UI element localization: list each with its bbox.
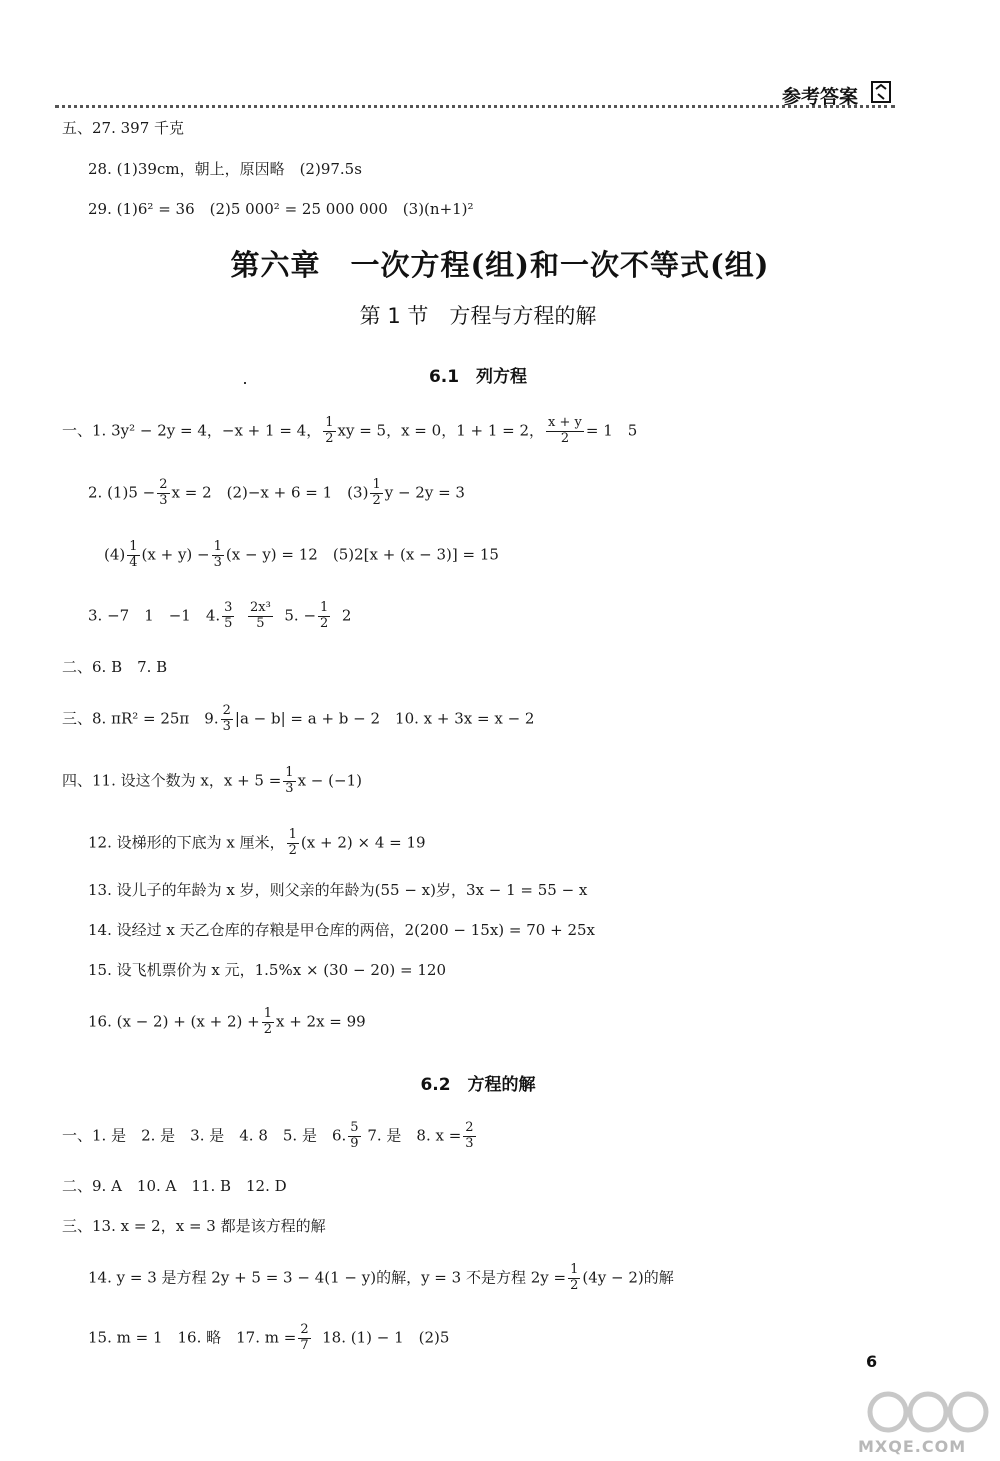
fraction-one-half: $\frac{1}{2}$ (570, 1262, 579, 1293)
fraction-two-thirds: $\frac{2}{3}$ (465, 1120, 474, 1151)
q9-q10-text: |a − b| = a + b − 2 10. x + 3x = x − 2 (234, 709, 535, 728)
running-header-title: 参考答案 (782, 86, 859, 108)
answer-6-1-q6-7: 二、6. B 7. B (62, 658, 168, 676)
fraction-three-fifths: $\frac{3}{5}$ (224, 600, 233, 631)
q1-part-a: 一、1. 3y² − 2y = 4，−x + 1 = 4， (62, 421, 322, 440)
q15-q17-text: 15. m = 1 16. 略 17. m = (88, 1328, 297, 1347)
answer-27: 五、27. 397 千克 (62, 119, 185, 137)
answer-29: 29. (1)6² = 36 (2)5 000² = 25 000 000 (3)(n+1)² (88, 200, 474, 218)
q2-part-b: x = 2 (2)−x + 6 = 1 (3) (171, 483, 369, 502)
fraction-one-quarter: $\frac{1}{4}$ (129, 539, 138, 570)
q1-q6-text: 一、1. 是 2. 是 3. 是 4. 8 5. 是 6. (62, 1126, 347, 1145)
answer-6-1-q16 (88, 1007, 366, 1038)
answer-6-2-q13: 三、13. x = 2，x = 3 都是该方程的解 (62, 1217, 326, 1235)
page-number: 6 (866, 1352, 878, 1371)
answer-6-1-q14: 14. 设经过 x 天乙仓库的存粮是甲仓库的两倍，2(200 − 15x) = 70 + 25x (88, 921, 595, 939)
q16-part-b: x + 2x = 99 (275, 1012, 366, 1031)
q16-part-a: 16. (x − 2) + (x + 2) + (88, 1012, 260, 1031)
fraction-two-sevenths: $\frac{2}{7}$ (300, 1322, 309, 1353)
q14-part-b: (4y − 2)的解 (582, 1268, 674, 1287)
q3-q4-text: 3. −7 1 −1 4. (88, 606, 221, 625)
q8-text: 三、8. πR² = 25π 9. (62, 709, 219, 728)
answer-6-1-q12 (88, 828, 426, 859)
section-title: 第 1 节 方程与方程的解 (359, 304, 597, 328)
q12-part-a: 12. 设梯形的下底为 x 厘米， (88, 833, 285, 852)
q2-part-a: 2. (1)5 − (88, 483, 156, 502)
q11-part-b: x − (−1) (297, 771, 362, 790)
fraction-2x3-over-5: $\frac{\text{2x³}}{5}$ (250, 600, 271, 631)
fraction-one-half: $\frac{1}{2}$ (263, 1006, 272, 1037)
q2-part-c: y − 2y = 3 (384, 483, 465, 502)
fraction-two-thirds: $\frac{2}{3}$ (222, 703, 231, 734)
answer-badge-icon (871, 80, 893, 104)
q7-q8-text: 7. 是 8. x = (367, 1126, 462, 1145)
fraction-one-half: $\frac{1}{2}$ (320, 600, 329, 631)
watermark-text: MXQE.COM (858, 1437, 967, 1456)
fraction-x-plus-y-over-2: $\frac{x + y}{2}$ (548, 415, 582, 446)
subsection-title-6-1: 6.1 列方程 (428, 367, 528, 387)
answer-6-2-q15-18 (88, 1323, 449, 1354)
fraction-one-half: $\frac{1}{2}$ (325, 415, 334, 446)
q1-part-c: = 1 5 (585, 421, 638, 440)
q1-part-b: xy = 5，x = 0，1 + 1 = 2， (337, 421, 545, 440)
q2-part-e: (x + y) − (141, 545, 210, 564)
answer-6-1-q15: 15. 设飞机票价为 x 元，1.5%x × (30 − 20) = 120 (88, 961, 447, 979)
answer-6-1-q13: 13. 设儿子的年龄为 x 岁，则父亲的年龄为(55 − x)岁，3x − 1 = 55 − x (88, 881, 588, 899)
q12-part-b: (x + 2) × 4 = 19 (300, 833, 426, 852)
q5-text: 5. − (284, 606, 317, 625)
answer-6-2-q9-12: 二、9. A 10. A 11. B 12. D (62, 1177, 287, 1195)
fraction-five-ninths: $\frac{5}{9}$ (350, 1120, 359, 1151)
q11-part-a: 四、11. 设这个数为 x，x + 5 = (62, 771, 282, 790)
answer-28: 28. (1)39cm，朝上，原因略 (2)97.5s (88, 160, 362, 178)
answer-6-1-q2-cont (104, 540, 499, 571)
answer-6-1-q8-10 (62, 704, 534, 735)
fraction-one-third: $\frac{1}{3}$ (285, 765, 294, 796)
answer-6-1-q11 (62, 766, 362, 797)
answer-6-1-q2 (88, 478, 465, 509)
fraction-one-third: $\frac{1}{3}$ (213, 539, 222, 570)
answer-6-1-q3-5 (88, 601, 351, 632)
chapter-title: 第六章 一次方程(组)和一次不等式(组) (230, 248, 770, 282)
answer-6-1-q1 (62, 416, 637, 447)
fraction-one-half: $\frac{1}{2}$ (372, 477, 381, 508)
fraction-one-half: $\frac{1}{2}$ (288, 827, 297, 858)
answer-6-2-q14 (88, 1263, 674, 1294)
q2-part-f: (x − y) = 12 (5)2[x + (x − 3)] = 15 (225, 545, 499, 564)
q5-end: 2 (341, 606, 352, 625)
answer-6-2-q1-8 (62, 1121, 478, 1152)
q18-text: 18. (1) − 1 (2)5 (322, 1328, 450, 1347)
header-divider (55, 105, 895, 108)
q2-part-d: (4) (104, 545, 126, 564)
subsection-title-6-2: 6.2 方程的解 (420, 1075, 536, 1095)
q14-part-a: 14. y = 3 是方程 2y + 5 = 3 − 4(1 − y)的解，y = 3 不是方程 2y = (88, 1268, 567, 1287)
fraction-two-thirds: $\frac{2}{3}$ (159, 477, 168, 508)
